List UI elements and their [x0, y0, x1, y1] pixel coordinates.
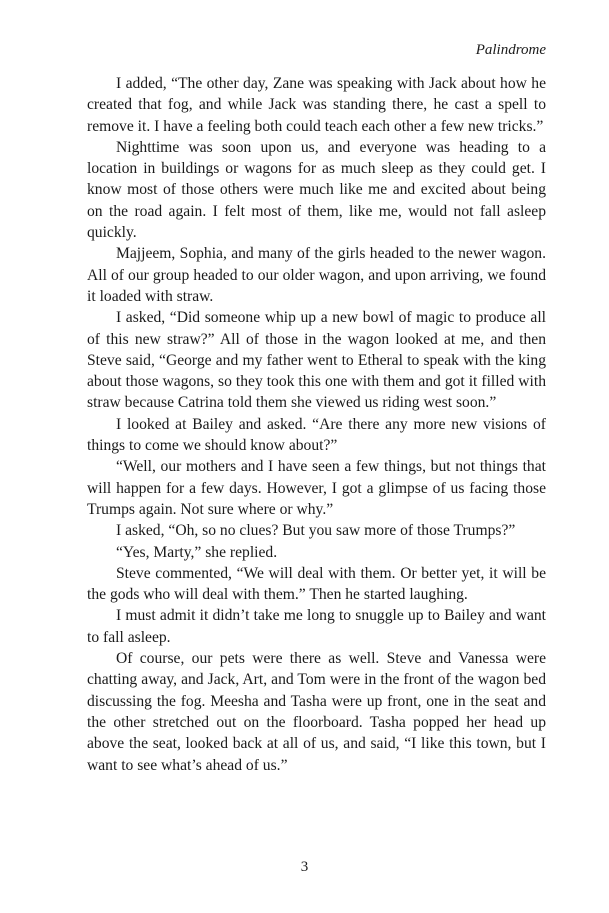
paragraph: I added, “The other day, Zane was speaking with Jack about how he created that fog, and while Jack was standing there, he cast a spell to remove it. I have a feeling both could teach each other a few new tricks.” [87, 75, 546, 135]
paragraph: Of course, our pets were there as well. Steve and Vanessa were chatting away, and Jack, Art, and Tom were in the front of the wagon bed discussing the fog. Meesha and Tasha were up front, one in the seat and the other stretched out on the floorboard. Tasha popped her head up above the seat, looked back at all of us, and said, “I like this town, but I want to see what’s ahead of us.” [87, 650, 546, 774]
running-head: Palindrome [475, 42, 546, 58]
paragraph: “Well, our mothers and I have seen a few things, but not things that will happen for a few days. However, I got a glimpse of us facing those Trumps again. Not sure where or why.” [87, 458, 546, 518]
paragraph: I looked at Bailey and asked. “Are there any more new visions of things to come we should know about?” [87, 415, 546, 455]
paragraph: Majjeem, Sophia, and many of the girls headed to the newer wagon. All of our group headed to our older wagon, and upon arriving, we found it loaded with straw. [87, 245, 546, 305]
paragraph: Nighttime was soon upon us, and everyone was heading to a location in buildings or wagons for as much sleep as they could get. I know most of those others were much like me and excited about being on the road again. I felt most of them, like me, would not fall asleep quickly. [87, 138, 546, 242]
paragraph: I asked, “Did someone whip up a new bowl of magic to produce all of this new straw?” All of those in the wagon looked at me, and then Steve said, “George and my father went to Etheral to speak with the king about those wagons, so they took this one with them and got it filled with straw because Catrina told them she viewed us riding west soon.” [87, 309, 546, 412]
paragraph: I asked, “Oh, so no clues? But you saw more of those Trumps?” [116, 522, 516, 540]
paragraph: I must admit it didn’t take me long to snuggle up to Bailey and want to fall asleep. [87, 607, 546, 646]
paragraph: “Yes, Marty,” she replied. [116, 543, 278, 561]
paragraph: Steve commented, “We will deal with them. Or better yet, it will be the gods who will deal with them.” Then he started laughing. [87, 564, 546, 604]
body-text [87, 73, 546, 776]
page-number: 3 [300, 859, 309, 875]
